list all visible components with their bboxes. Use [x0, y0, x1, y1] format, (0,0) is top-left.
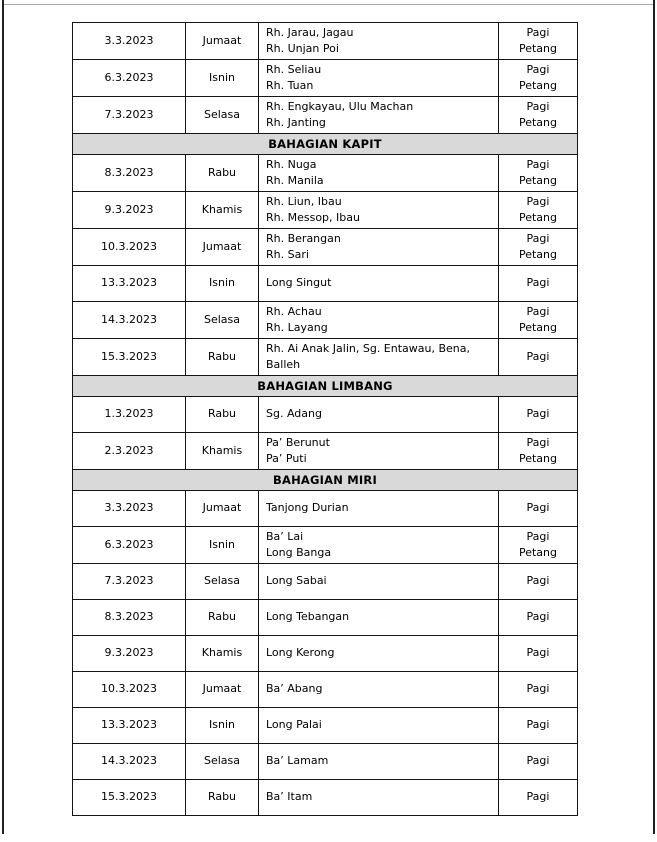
table-row — [73, 338, 577, 375]
date-cell-line: 9.3.2023 — [104, 202, 154, 216]
location-cell-line: Long Kerong — [266, 646, 335, 660]
time-cell-line: Petang — [518, 174, 558, 187]
day-cell — [185, 97, 258, 133]
day-cell — [185, 636, 258, 671]
location-cell-line: Rh. Engkayau, Ulu Machan — [266, 99, 414, 113]
day-cell — [185, 155, 258, 191]
time-cell-line: Pagi — [526, 194, 550, 208]
location-cell — [258, 266, 498, 301]
location-cell — [258, 600, 498, 635]
location-cell-line: Rh. Messop, Ibau — [266, 211, 360, 224]
time-cell-line: Petang — [518, 79, 558, 92]
location-cell — [258, 229, 498, 265]
time-cell — [498, 780, 577, 815]
day-cell-line: Isnin — [209, 718, 235, 732]
time-cell — [498, 339, 577, 375]
location-cell-line: Pa’ Puti — [266, 452, 307, 465]
day-cell — [185, 266, 258, 301]
table-row — [73, 154, 577, 191]
date-cell — [73, 744, 185, 779]
time-cell-line: Pagi — [526, 574, 550, 588]
table-row — [73, 191, 577, 228]
day-cell-line: Isnin — [209, 537, 235, 551]
time-cell-line: Pagi — [526, 99, 550, 113]
time-cell-line: Petang — [518, 452, 558, 465]
location-cell-line: Rh. Ai Anak Jalin, Sg. Entawau, Bena, — [266, 341, 471, 355]
date-cell-line: 14.3.2023 — [101, 754, 157, 768]
date-cell — [73, 339, 185, 375]
date-cell-line: 10.3.2023 — [101, 239, 157, 253]
location-cell-line: Long Singut — [266, 276, 332, 290]
date-cell — [73, 97, 185, 133]
location-cell-line: Ba’ Itam — [266, 790, 313, 804]
date-cell-line: 15.3.2023 — [101, 790, 157, 804]
location-cell — [258, 339, 498, 375]
date-cell — [73, 672, 185, 707]
location-cell — [258, 155, 498, 191]
time-cell — [498, 155, 577, 191]
schedule-table — [72, 22, 578, 816]
location-cell — [258, 672, 498, 707]
time-cell — [498, 527, 577, 563]
day-cell-line: Rabu — [207, 349, 237, 363]
date-cell — [73, 491, 185, 526]
day-cell-line: Selasa — [203, 574, 241, 588]
location-cell-line: Rh. Liun, Ibau — [266, 194, 342, 208]
location-cell — [258, 433, 498, 469]
section-header-row: BAHAGIAN KAPIT — [73, 133, 577, 154]
day-cell-line: Rabu — [207, 790, 237, 804]
date-cell — [73, 433, 185, 469]
date-cell-line: 3.3.2023 — [104, 501, 154, 515]
date-cell — [73, 302, 185, 338]
table-row — [73, 396, 577, 432]
date-cell — [73, 229, 185, 265]
time-cell-line: Pagi — [526, 304, 550, 318]
day-cell-line: Rabu — [207, 610, 237, 624]
time-cell — [498, 397, 577, 432]
date-cell-line: 13.3.2023 — [101, 718, 157, 732]
date-cell-line: 10.3.2023 — [101, 682, 157, 696]
date-cell — [73, 192, 185, 228]
location-cell-line: Sg. Adang — [266, 407, 322, 421]
day-cell — [185, 491, 258, 526]
time-cell-line: Pagi — [526, 790, 550, 804]
location-cell — [258, 527, 498, 563]
page-border-top — [4, 4, 653, 5]
table-row — [73, 23, 577, 59]
location-cell-line: Rh. Sari — [266, 248, 309, 261]
time-cell — [498, 600, 577, 635]
day-cell-line: Selasa — [203, 107, 241, 121]
location-cell — [258, 397, 498, 432]
day-cell-line: Selasa — [203, 312, 241, 326]
location-cell-line: Rh. Jarau, Jagau — [266, 25, 354, 39]
day-cell — [185, 60, 258, 96]
location-cell-line: Ba’ Abang — [266, 682, 323, 696]
table-row — [73, 228, 577, 265]
date-cell — [73, 155, 185, 191]
day-cell-line: Rabu — [207, 407, 237, 421]
date-cell-line: 9.3.2023 — [104, 646, 154, 660]
day-cell-line: Isnin — [209, 70, 235, 84]
page-border-right — [653, 0, 655, 834]
time-cell-line: Pagi — [526, 435, 550, 449]
day-cell-line: Jumaat — [202, 33, 242, 47]
date-cell — [73, 636, 185, 671]
date-cell — [73, 266, 185, 301]
time-cell — [498, 744, 577, 779]
day-cell — [185, 339, 258, 375]
time-cell-line: Petang — [518, 546, 558, 559]
date-cell — [73, 780, 185, 815]
table-row — [73, 432, 577, 469]
location-cell-line: Long Tebangan — [266, 610, 350, 624]
time-cell-line: Pagi — [526, 62, 550, 76]
day-cell — [185, 744, 258, 779]
location-cell-line: Ba’ Lai — [266, 529, 304, 543]
time-cell-line: Petang — [518, 248, 558, 261]
time-cell-line: Pagi — [526, 718, 550, 732]
time-cell-line: Pagi — [526, 682, 550, 696]
day-cell — [185, 672, 258, 707]
table-row — [73, 671, 577, 707]
page-border-left — [2, 0, 4, 834]
time-cell-line: Pagi — [526, 529, 550, 543]
location-cell — [258, 97, 498, 133]
day-cell — [185, 229, 258, 265]
location-cell-line: Rh. Tuan — [266, 79, 314, 92]
day-cell — [185, 192, 258, 228]
date-cell-line: 8.3.2023 — [104, 165, 154, 179]
time-cell — [498, 491, 577, 526]
location-cell-line: Rh. Achau — [266, 304, 322, 318]
time-cell — [498, 302, 577, 338]
date-cell — [73, 600, 185, 635]
day-cell-line: Jumaat — [202, 239, 242, 253]
time-cell — [498, 433, 577, 469]
location-cell — [258, 491, 498, 526]
location-cell-line: Rh. Seliau — [266, 62, 322, 76]
time-cell-line: Petang — [518, 116, 558, 129]
table-row — [73, 301, 577, 338]
day-cell — [185, 433, 258, 469]
day-cell — [185, 302, 258, 338]
section-header-row: BAHAGIAN MIRI — [73, 469, 577, 490]
day-cell-line: Khamis — [201, 443, 243, 457]
table-row — [73, 563, 577, 599]
time-cell-line: Pagi — [526, 349, 550, 363]
date-cell — [73, 708, 185, 743]
location-cell — [258, 744, 498, 779]
location-cell — [258, 192, 498, 228]
day-cell — [185, 564, 258, 599]
time-cell-line: Pagi — [526, 25, 550, 39]
time-cell — [498, 672, 577, 707]
date-cell-line: 6.3.2023 — [104, 70, 154, 84]
location-cell-line: Rh. Nuga — [266, 157, 317, 171]
date-cell-line: 1.3.2023 — [104, 407, 154, 421]
time-cell — [498, 229, 577, 265]
table-row — [73, 743, 577, 779]
time-cell-line: Petang — [518, 211, 558, 224]
day-cell — [185, 527, 258, 563]
location-cell-line: Ba’ Lamam — [266, 754, 329, 768]
time-cell-line: Petang — [518, 42, 558, 55]
date-cell-line: 7.3.2023 — [104, 107, 154, 121]
location-cell-line: Balleh — [266, 358, 301, 371]
day-cell-line: Selasa — [203, 754, 241, 768]
section-header-row: BAHAGIAN LIMBANG — [73, 375, 577, 396]
date-cell — [73, 60, 185, 96]
time-cell-line: Pagi — [526, 754, 550, 768]
location-cell-line: Rh. Unjan Poi — [266, 42, 339, 55]
time-cell — [498, 60, 577, 96]
day-cell — [185, 600, 258, 635]
date-cell-line: 7.3.2023 — [104, 574, 154, 588]
date-cell-line: 14.3.2023 — [101, 312, 157, 326]
date-cell-line: 6.3.2023 — [104, 537, 154, 551]
date-cell-line: 2.3.2023 — [104, 443, 154, 457]
day-cell — [185, 23, 258, 59]
date-cell — [73, 23, 185, 59]
table-row — [73, 490, 577, 526]
day-cell — [185, 397, 258, 432]
time-cell — [498, 564, 577, 599]
location-cell-line: Rh. Janting — [266, 116, 326, 129]
location-cell-line: Long Palai — [266, 718, 322, 732]
location-cell-line: Rh. Manila — [266, 174, 324, 187]
location-cell-line: Rh. Layang — [266, 321, 328, 334]
time-cell-line: Pagi — [526, 646, 550, 660]
table-row — [73, 59, 577, 96]
time-cell-line: Pagi — [526, 610, 550, 624]
time-cell-line: Pagi — [526, 407, 550, 421]
time-cell-line: Pagi — [526, 501, 550, 515]
location-cell — [258, 708, 498, 743]
location-cell — [258, 636, 498, 671]
day-cell-line: Khamis — [201, 202, 243, 216]
time-cell-line: Pagi — [526, 231, 550, 245]
time-cell — [498, 23, 577, 59]
day-cell-line: Isnin — [209, 276, 235, 290]
date-cell-line: 13.3.2023 — [101, 276, 157, 290]
date-cell-line: 15.3.2023 — [101, 349, 157, 363]
time-cell — [498, 97, 577, 133]
time-cell — [498, 192, 577, 228]
time-cell-line: Pagi — [526, 157, 550, 171]
table-row — [73, 265, 577, 301]
day-cell-line: Rabu — [207, 165, 237, 179]
location-cell — [258, 780, 498, 815]
time-cell-line: Petang — [518, 321, 558, 334]
day-cell — [185, 708, 258, 743]
location-cell-line: Tanjong Durian — [266, 501, 349, 515]
day-cell-line: Khamis — [201, 646, 243, 660]
location-cell — [258, 302, 498, 338]
day-cell — [185, 780, 258, 815]
table-row — [73, 779, 577, 815]
location-cell-line: Rh. Berangan — [266, 231, 341, 245]
location-cell-line: Pa’ Berunut — [266, 435, 330, 449]
table-row — [73, 526, 577, 563]
location-cell — [258, 23, 498, 59]
table-row — [73, 707, 577, 743]
location-cell-line: Long Banga — [266, 546, 332, 559]
time-cell — [498, 266, 577, 301]
date-cell — [73, 527, 185, 563]
date-cell-line: 8.3.2023 — [104, 610, 154, 624]
day-cell-line: Jumaat — [202, 501, 242, 515]
table-row — [73, 635, 577, 671]
location-cell-line: Long Sabai — [266, 574, 327, 588]
table-row — [73, 599, 577, 635]
time-cell-line: Pagi — [526, 276, 550, 290]
location-cell — [258, 60, 498, 96]
table-row — [73, 96, 577, 133]
time-cell — [498, 636, 577, 671]
time-cell — [498, 708, 577, 743]
day-cell-line: Jumaat — [202, 682, 242, 696]
date-cell-line: 3.3.2023 — [104, 33, 154, 47]
location-cell — [258, 564, 498, 599]
date-cell — [73, 564, 185, 599]
date-cell — [73, 397, 185, 432]
